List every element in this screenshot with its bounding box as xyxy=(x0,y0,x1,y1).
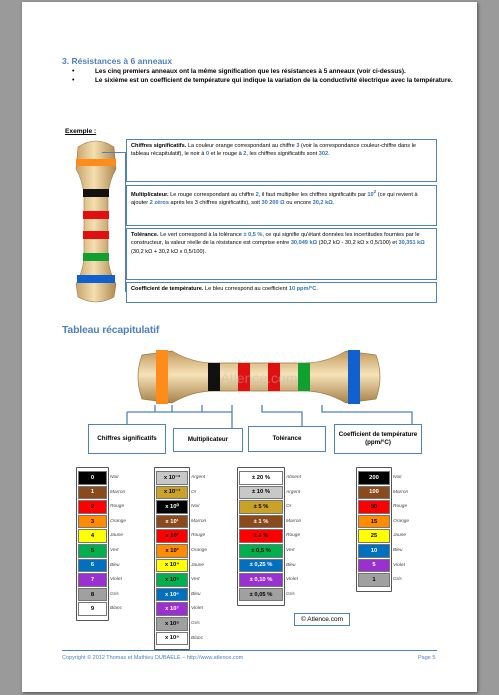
color-value-cell: x 10⁻² xyxy=(156,471,188,485)
color-value-cell: ± 0,5 % xyxy=(239,544,283,558)
color-value-cell: ± 0,25 % xyxy=(239,559,283,573)
copyright-box: © Atlence.com xyxy=(294,613,350,626)
bullet-item-2 xyxy=(72,77,457,85)
color-value-cell: ± 0,10 % xyxy=(239,573,283,587)
color-value-cell: 6 xyxy=(78,559,107,573)
color-value-cell: 0 xyxy=(78,471,107,485)
color-name-label: Violet xyxy=(393,562,405,568)
color-name-label: Or xyxy=(286,504,292,510)
color-value-cell: x 10³ xyxy=(156,544,188,558)
bullet-list xyxy=(72,68,457,85)
color-value-cell: x 10⁰ xyxy=(156,500,188,514)
color-value-cell: 200 xyxy=(358,471,390,485)
footer-rule xyxy=(62,650,437,651)
color-value-cell: x 10² xyxy=(156,529,188,543)
color-name-label: Marron xyxy=(286,518,302,524)
connector-line xyxy=(102,152,127,153)
color-value-cell: ± 2 % xyxy=(239,529,283,543)
box-tolerance: Tolérance. Le vert correspond à la tolérance ± 0,5 %, ce qui signifie qu'étant données les incertitudes fournies par le constructeur, la valeur réelle de la résistance est comprise entre 30,049 kΩ (30,2 kΩ - 30,2 kΩ x 0,5/100) et 30,351 kΩ (30,2 kΩ + 30,2 kΩ x 0,5/100). xyxy=(126,228,437,280)
box-multiplier: Multiplicateur. Le rouge correspondant au chiffre 2, il faut multiplier les chiffres significatifs par $10^2$ (ce qui revient à ajouter 2 zéros après les 3 chiffres significatifs), soit 30 200 Ω ou encore 30,2 kΩ. xyxy=(126,185,437,226)
color-value-cell: ± 0,05 % xyxy=(239,588,283,602)
color-value-cell: 10 xyxy=(358,544,390,558)
header-tolerance: Tolérance xyxy=(248,426,326,452)
example-label: Exemple : xyxy=(65,128,97,135)
color-name-label: Absent xyxy=(286,475,301,480)
color-name-label: Noir xyxy=(393,475,402,480)
color-value-cell: ± 5 % xyxy=(239,500,283,514)
color-name-label: Jaune xyxy=(393,533,407,539)
color-value-cell: x 10¹ xyxy=(156,515,188,529)
color-value-cell: 1 xyxy=(358,573,390,587)
color-name-label: Argent xyxy=(286,489,301,495)
color-value-cell: x 10⁶ xyxy=(156,588,188,602)
color-name-label: Noir xyxy=(110,475,119,480)
bullet-dot-icon: • xyxy=(72,77,75,85)
color-name-label: Blanc xyxy=(191,635,203,641)
color-value-cell: 7 xyxy=(78,573,107,587)
color-name-label: Rouge xyxy=(286,533,301,539)
color-value-cell: 9 xyxy=(78,602,107,616)
color-name-label: Vert xyxy=(110,548,119,553)
document-page xyxy=(22,2,477,692)
color-value-cell: x 10⁸ xyxy=(156,617,188,631)
color-name-label: Violet xyxy=(110,577,122,583)
color-value-cell: x 10⁹ xyxy=(156,632,188,646)
color-name-label: Rouge xyxy=(393,504,408,510)
header-multiplier: Multiplicateur xyxy=(173,428,243,452)
color-name-label: Orange xyxy=(393,518,409,524)
color-name-label: Jaune xyxy=(110,533,124,539)
color-value-cell: 25 xyxy=(358,529,390,543)
color-value-cell: 5 xyxy=(358,559,390,573)
header-temperature-coefficient: Coefficient de température (ppm/°C) xyxy=(334,424,422,454)
color-value-cell: ± 10 % xyxy=(239,486,283,500)
summary-table-title: Tableau récapitulatif xyxy=(62,324,160,336)
color-value-cell: x 10⁵ xyxy=(156,573,188,587)
box-temperature-coefficient: Coefficient de température. Le bleu correspond au coefficient 10 ppm/°C. xyxy=(126,282,437,303)
footer-page-number: Page 5 xyxy=(418,655,436,661)
color-name-label: Bleu xyxy=(110,562,120,568)
color-name-label: Orange xyxy=(191,548,207,553)
color-name-label: Marron xyxy=(110,489,126,495)
color-name-label: Orange xyxy=(110,518,126,524)
footer-copyright: Copyright © 2012 Thomas et Mathieu DUBAELE – http://www.atlence.com xyxy=(62,655,244,661)
color-name-label: Vert xyxy=(286,548,295,553)
example-resistor-image xyxy=(66,139,126,304)
color-value-cell: 15 xyxy=(358,515,390,529)
color-name-label: Gris xyxy=(393,577,402,583)
color-value-cell: 50 xyxy=(358,500,390,514)
color-name-label: Rouge xyxy=(110,504,125,510)
color-value-cell: 8 xyxy=(78,588,107,602)
box-significant-digits: Chiffres significatifs. La couleur orange correspondant au chiffre 3 (voir la correspondance couleur-chiffre dans le tableau récapitulatif), le noir à 0 et le rouge à 2, les chiffres significatifs sont 302. xyxy=(126,139,437,182)
color-name-label: Vert xyxy=(191,577,200,583)
color-name-label: Noir xyxy=(191,504,200,510)
color-value-cell: 100 xyxy=(358,486,390,500)
color-value-cell: x 10⁷ xyxy=(156,602,188,616)
color-value-cell: ± 20 % xyxy=(239,471,283,485)
color-name-label: Gris xyxy=(110,591,119,597)
bullet-text-1: Les cinq premiers anneaux ont la même signification que les résistances à 5 anneaux (voir ci-dessus). xyxy=(95,68,406,75)
color-value-cell: x 10⁻¹ xyxy=(156,486,188,500)
color-name-label: Or xyxy=(191,489,197,495)
color-name-label: Bleu xyxy=(393,548,403,553)
color-name-label: Argent xyxy=(191,475,206,480)
color-value-cell: 2 xyxy=(78,500,107,514)
color-value-cell: x 10⁴ xyxy=(156,559,188,573)
header-significant-digits: Chiffres significatifs xyxy=(88,424,166,454)
band-orange xyxy=(76,159,116,166)
bullet-dot-icon: • xyxy=(72,68,75,75)
color-name-label: Bleu xyxy=(191,591,201,597)
color-name-label: Marron xyxy=(393,489,409,495)
color-value-cell: 3 xyxy=(78,515,107,529)
bullet-text-2: Le sixième est un coefficient de température qui indique la variation de la conductivité électrique avec la température. xyxy=(95,77,453,85)
color-name-label: Marron xyxy=(191,518,207,524)
color-name-label: Violet xyxy=(191,606,203,612)
color-name-label: Violet xyxy=(286,577,298,583)
color-name-label: Jaune xyxy=(191,562,205,568)
color-value-cell: 5 xyxy=(78,544,107,558)
color-name-label: Gris xyxy=(191,621,200,626)
color-name-label: Bleu xyxy=(286,562,296,568)
color-name-label: Rouge xyxy=(191,533,206,539)
bullet-item-1 xyxy=(72,68,457,76)
section-title: 3. Résistances à 6 anneaux xyxy=(62,56,173,66)
color-name-label: Blanc xyxy=(110,606,122,612)
watermark-text: Atlence.com xyxy=(220,370,298,386)
color-value-cell: ± 1 % xyxy=(239,515,283,529)
color-value-cell: 1 xyxy=(78,486,107,500)
color-value-cell: 4 xyxy=(78,529,107,543)
color-name-label: Gris xyxy=(286,591,295,597)
